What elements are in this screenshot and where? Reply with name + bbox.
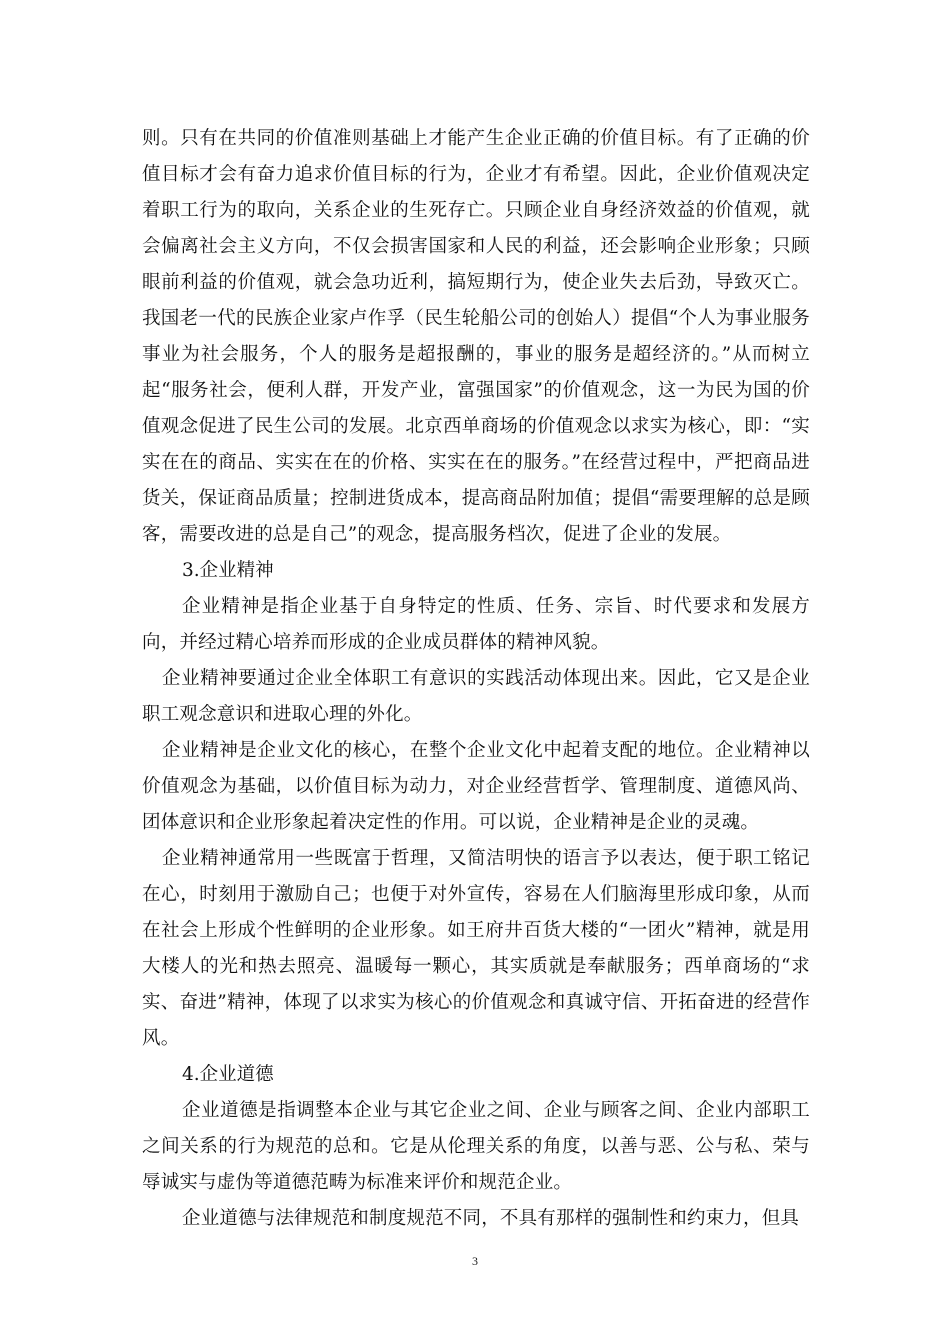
paragraph-ethics-vs-law: 企业道德与法律规范和制度规范不同，不具有那样的强制性和约束力，但具 [182,1208,800,1229]
paragraph-spirit-expression: 企业精神通常用一些既富于哲理，又简洁明快的语言予以表达，便于职工铭记在心，时刻用于激励自己；也便于对外宣传，容易在人们脑海里形成印象，从而在社会上形成个性鲜明的企业形象。如王府井百货大楼的“一团火”精神，就是用大楼人的光和热去照亮、温暖每一颗心，其实质就是奉献服务；西单商场的“求实、奋进”精神，体现了以求实为核心的价值观念和真诚守信、开拓奋进的经营作风。 [142,848,810,1049]
paragraph-spirit-core: 企业精神是企业文化的核心，在整个企业文化中起着支配的地位。企业精神以价值观念为基础，以价值目标为动力，对企业经营哲学、管理制度、道德风尚、团体意识和企业形象起着决定性的作用。可以说，企业精神是企业的灵魂。 [142,740,810,833]
paragraph-value-goals: 则。只有在共同的价值准则基础上才能产生企业正确的价值目标。有了正确的价值目标才会有奋力追求价值目标的行为，企业才有希望。因此，企业价值观决定着职工行为的取向，关系企业的生死存亡。只顾企业自身经济效益的价值观，就会偏离社会主义方向，不仅会损害国家和人民的利益，还会影响企业形象；只顾眼前利益的价值观，就会急功近利，搞短期行为，使企业失去后劲，导致灭亡。我国老一代的民族企业家卢作孚（民生轮船公司的创始人）提倡“个人为事业服务事业为社会服务，个人的服务是超报酬的，事业的服务是超经济的。”从而树立起“服务社会，便利人群，开发产业，富强国家”的价值观念，这一为民为国的价值观念促进了民生公司的发展。北京西单商场的价值观念以求实为核心，即：“实实在在的商品、实实在在的价格、实实在在的服务。”在经营过程中，严把商品进货关，保证商品质量；控制进货成本，提高商品附加值；提倡“需要理解的总是顾客，需要改进的总是自己”的观念，提高服务档次，促进了企业的发展。 [142,128,810,545]
paragraph-spirit-definition: 企业精神是指企业基于自身特定的性质、任务、宗旨、时代要求和发展方向，并经过精心培养而形成的企业成员群体的精神风貌。 [142,596,810,653]
page-number: 3 [472,1254,478,1268]
document-body [142,121,810,1237]
paragraph-ethics-definition: 企业道德是指调整本企业与其它企业之间、企业与顾客之间、企业内部职工之间关系的行为规范的总和。它是从伦理关系的角度，以善与恶、公与私、荣与辱诚实与虚伪等道德范畴为标准来评价和规范企业。 [142,1100,810,1193]
paragraph-spirit-practice: 企业精神要通过企业全体职工有意识的实践活动体现出来。因此，它又是企业职工观念意识和进取心理的外化。 [142,668,810,725]
section-heading-enterprise-spirit: 3.企业精神 [182,560,274,581]
section-heading-enterprise-ethics: 4.企业道德 [182,1064,274,1085]
